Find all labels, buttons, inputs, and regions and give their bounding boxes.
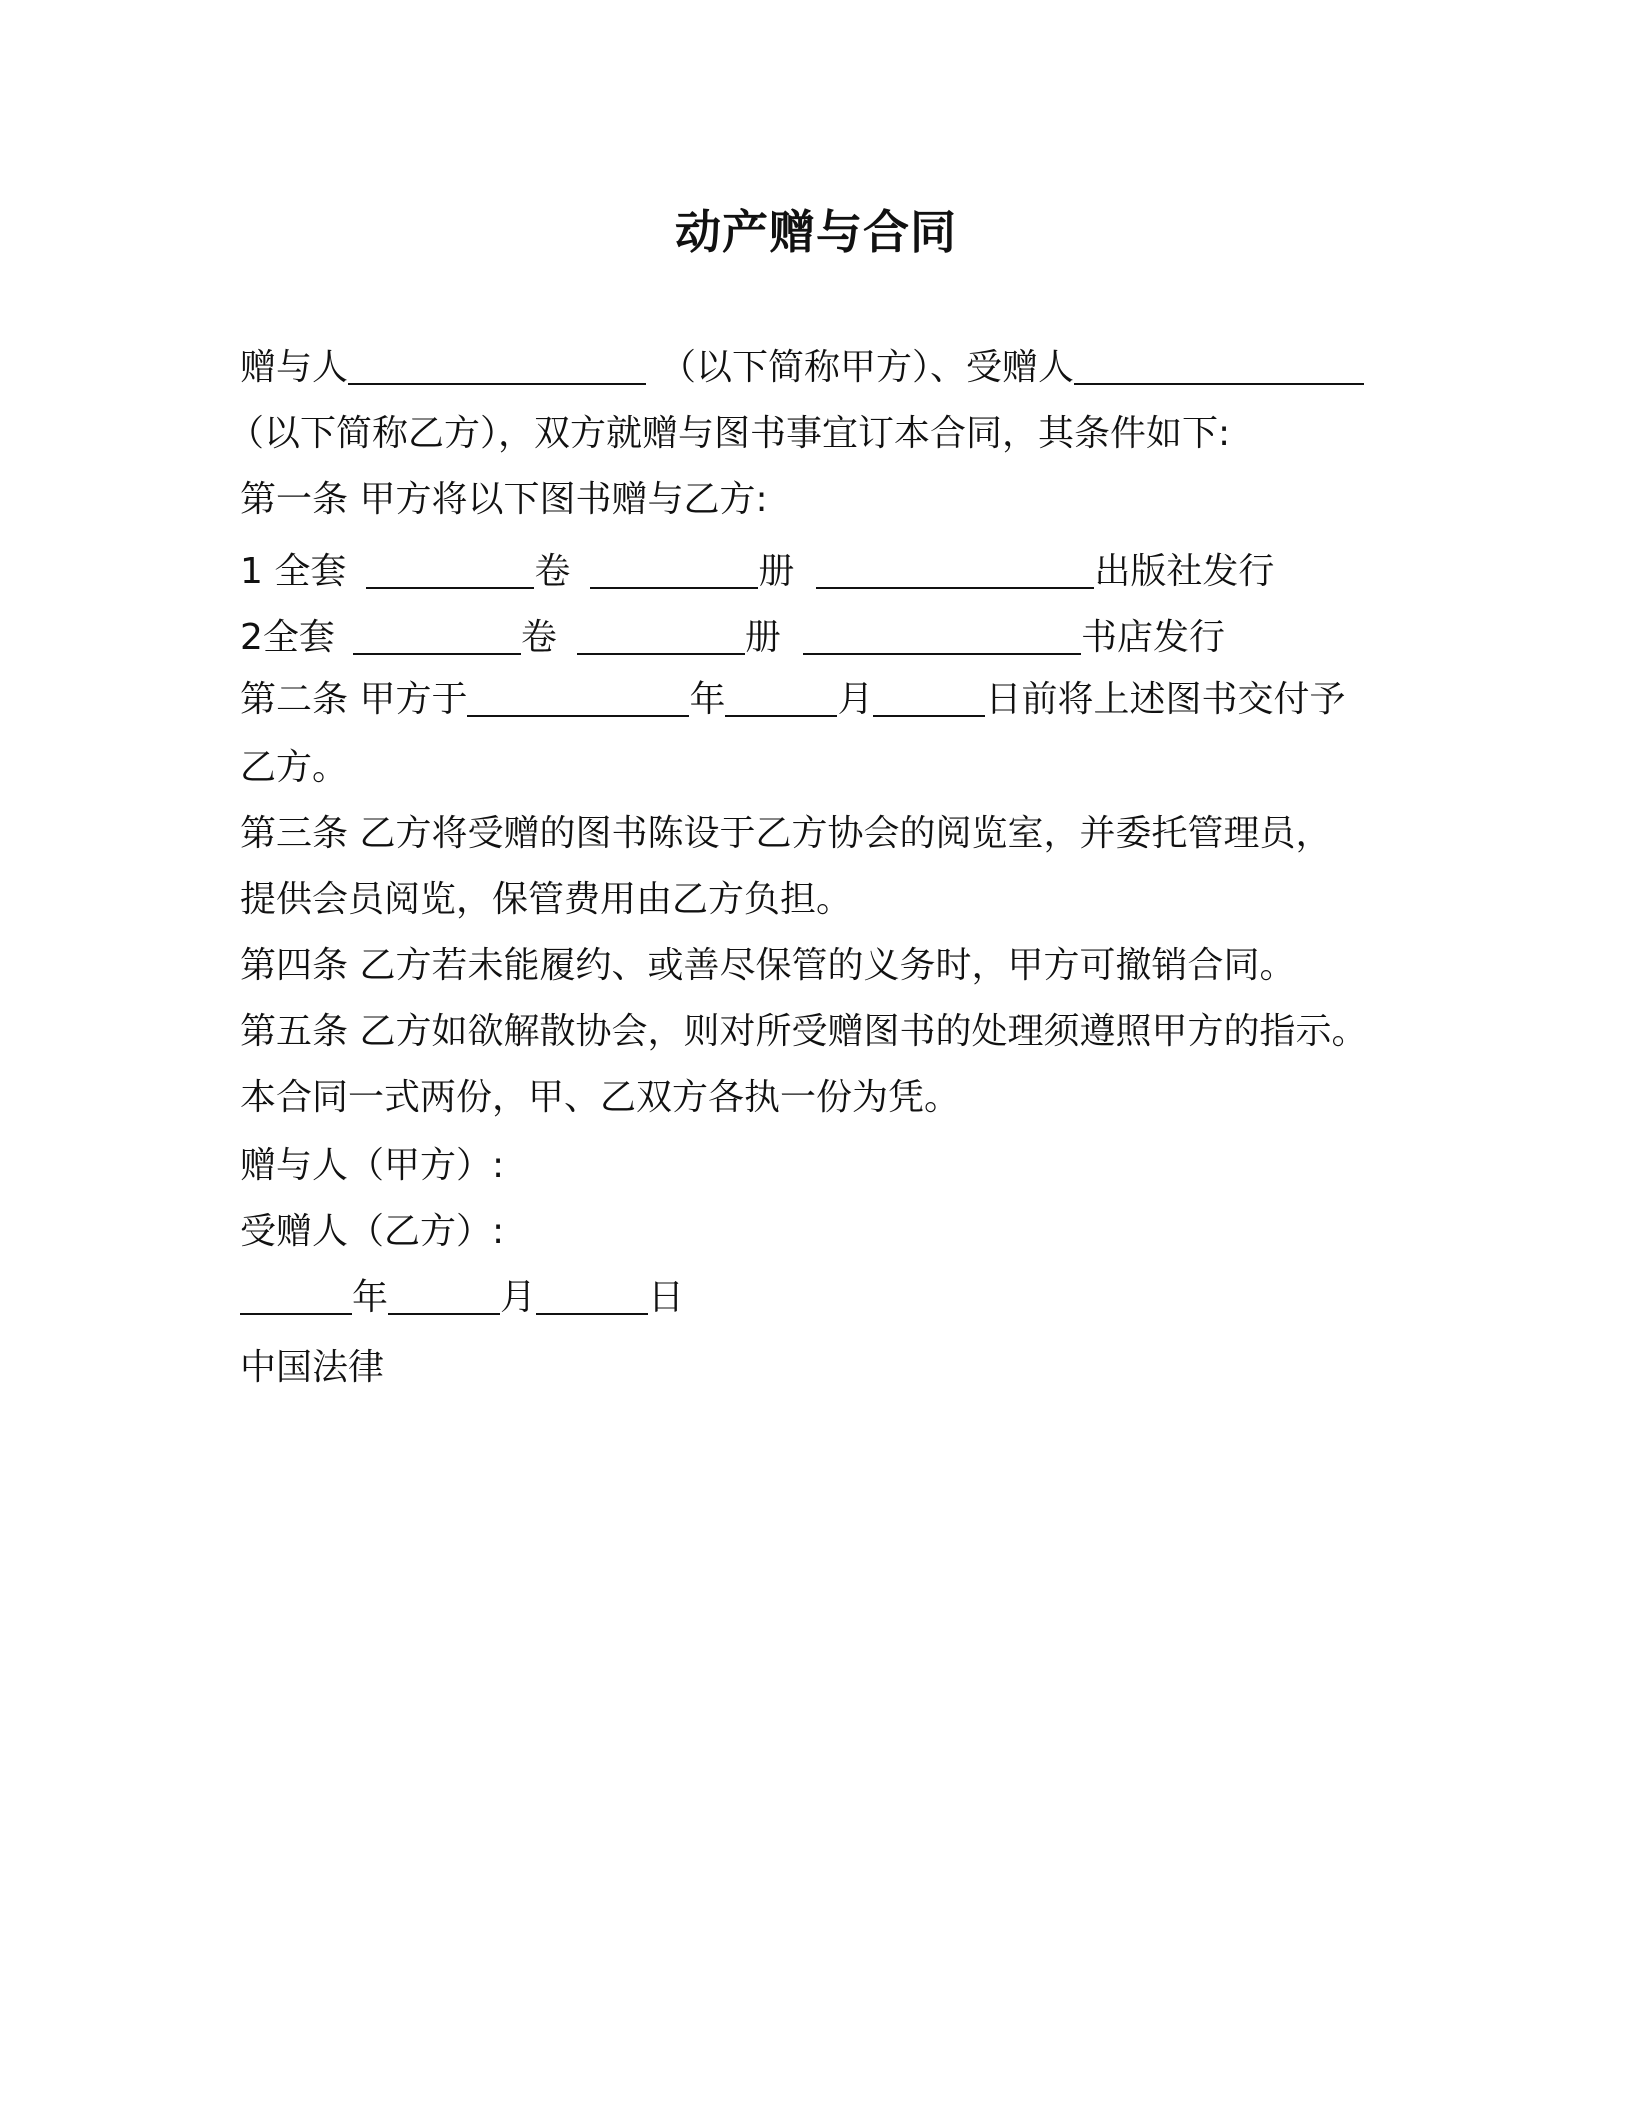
sign-day-blank	[536, 1275, 648, 1315]
item2-prefix: 2全套	[240, 617, 335, 658]
donee-name-blank	[1074, 345, 1364, 385]
delivery-month-blank	[725, 677, 837, 717]
article-5: 第五条 乙方如欲解散协会，则对所受赠图书的处理须遵照甲方的指示。	[240, 1011, 1368, 1052]
article2-suffix: 日前将上述图书交付予	[985, 679, 1346, 720]
document-title: 动产赠与合同	[675, 205, 957, 259]
signature-donor: 赠与人（甲方）:	[240, 1145, 505, 1186]
book-item-1	[240, 548, 1274, 596]
donor-label: 赠与人	[240, 347, 349, 388]
item2-suffix: 书店发行	[1080, 617, 1225, 658]
delivery-year-blank	[467, 677, 689, 717]
item2-volumes-blank	[353, 615, 521, 655]
article-3-line-2: 提供会员阅览，保管费用由乙方负担。	[240, 879, 853, 920]
sign-year-blank	[240, 1275, 352, 1315]
date-month: 月	[500, 1277, 537, 1318]
date-year: 年	[352, 1277, 389, 1318]
item2-ce: 册	[744, 617, 781, 658]
signature-donee: 受赠人（乙方）:	[240, 1211, 505, 1252]
item1-suffix: 出版社发行	[1094, 551, 1275, 592]
item2-juan: 卷	[520, 617, 557, 658]
article-3-line-1: 第三条 乙方将受赠的图书陈设于乙方协会的阅览室，并委托管理员，	[240, 813, 1332, 854]
item1-copies-blank	[590, 549, 758, 589]
article-2	[240, 676, 1346, 724]
signing-date	[240, 1274, 684, 1322]
abbr-party-b-line: （以下简称乙方），双方就赠与图书事宜订本合同，其条件如下:	[228, 413, 1231, 454]
item1-ce: 册	[758, 551, 795, 592]
item2-copies-blank	[577, 615, 745, 655]
article2-year: 年	[689, 679, 726, 720]
article-4: 第四条 乙方若未能履约、或善尽保管的义务时，甲方可撤销合同。	[240, 945, 1296, 986]
article2-prefix: 第二条 甲方于	[240, 679, 468, 720]
donor-name-blank	[348, 345, 646, 385]
sign-month-blank	[388, 1275, 500, 1315]
donor-line	[240, 344, 1364, 392]
date-day: 日	[648, 1277, 685, 1318]
item1-volumes-blank	[366, 549, 534, 589]
article-2-continued: 乙方。	[240, 747, 349, 788]
item1-publisher-blank	[816, 549, 1094, 589]
footer-source: 中国法律	[240, 1347, 385, 1388]
item1-juan: 卷	[534, 551, 571, 592]
copies-clause: 本合同一式两份，甲、乙双方各执一份为凭。	[240, 1077, 961, 1118]
abbr-party-a: （以下简称甲方）、受赠人	[660, 347, 1075, 388]
delivery-day-blank	[873, 677, 985, 717]
article2-month: 月	[837, 679, 874, 720]
item2-bookstore-blank	[803, 615, 1081, 655]
article-1: 第一条 甲方将以下图书赠与乙方:	[240, 479, 768, 520]
item1-prefix: 1 全套	[240, 551, 347, 592]
book-item-2	[240, 614, 1225, 662]
